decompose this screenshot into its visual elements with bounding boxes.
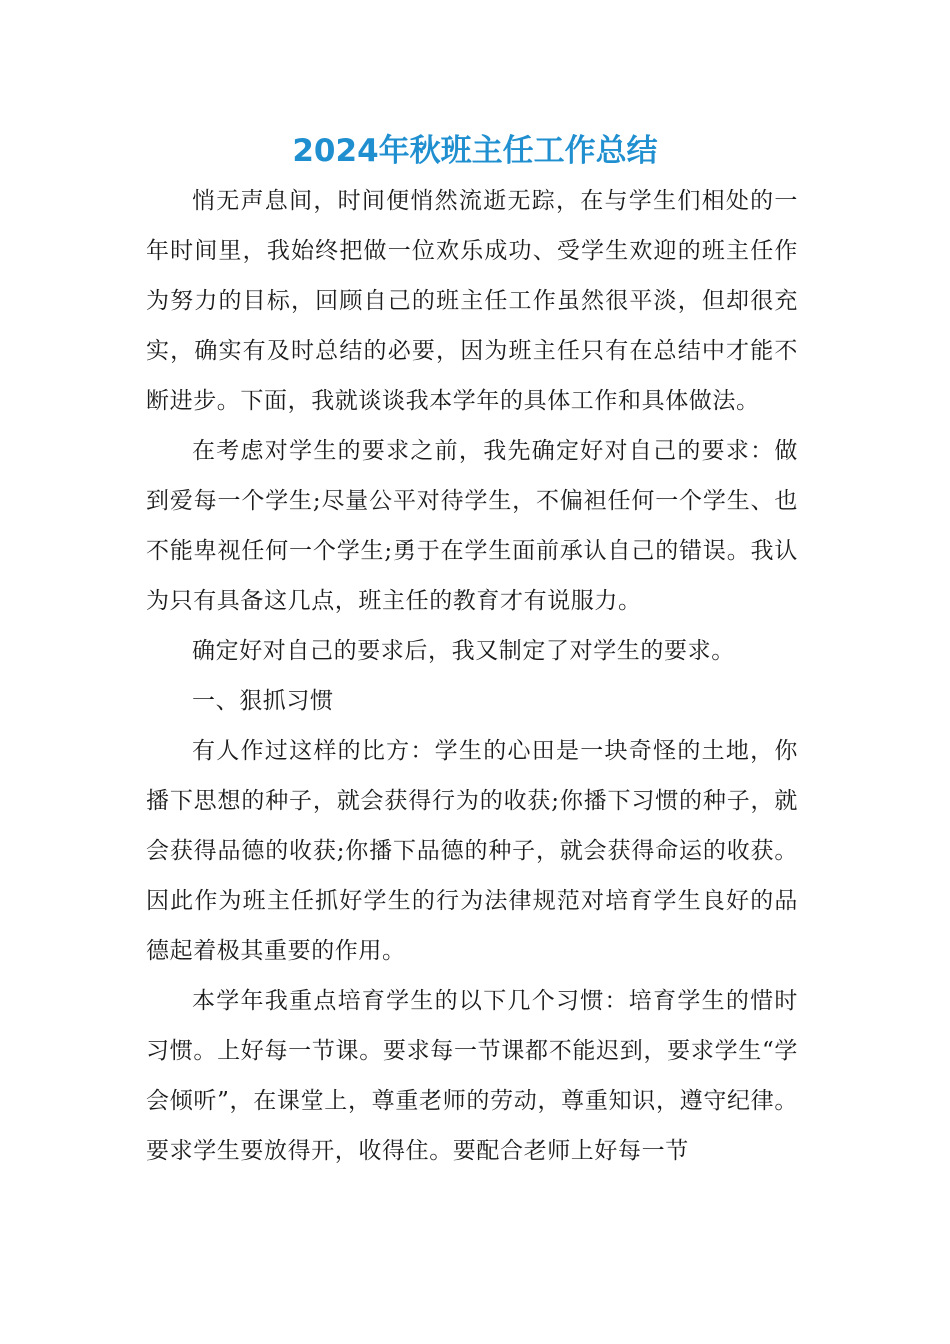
document-title: 2024年秋班主任工作总结 bbox=[292, 133, 658, 169]
paragraph-habits-detail: 本学年我重点培育学生的以下几个习惯：培育学生的惜时习惯。上好每一节课。要求每一节课都不能迟到，要求学生“学会倾听”，在课堂上，尊重老师的劳动，尊重知识，遵守纪律。要求学生要放得开，收得住。要配合老师上好每一节 bbox=[146, 988, 798, 1164]
section-heading-habits: 一、狠抓习惯 bbox=[192, 688, 334, 714]
paragraph-intro: 悄无声息间，时间便悄然流逝无踪，在与学生们相处的一年时间里，我始终把做一位欢乐成功、受学生欢迎的班主任作为努力的目标，回顾自己的班主任工作虽然很平淡，但却很充实，确实有及时总结的必要，因为班主任只有在总结中才能不断进步。下面，我就谈谈我本学年的具体工作和具体做法。 bbox=[146, 188, 798, 414]
paragraph-self-requirements: 在考虑对学生的要求之前，我先确定好对自己的要求：做到爱每一个学生;尽量公平对待学生，不偏袒任何一个学生、也不能卑视任何一个学生;勇于在学生面前承认自己的错误。我认为只有具备这几点，班主任的教育才有说服力。 bbox=[146, 438, 798, 614]
document-body bbox=[146, 176, 798, 1176]
paragraph-analogy: 有人作过这样的比方：学生的心田是一块奇怪的土地，你播下思想的种子，就会获得行为的收获;你播下习惯的种子，就会获得品德的收获;你播下品德的种子，就会获得命运的收获。因此作为班主任抓好学生的行为法律规范对培育学生良好的品德起着极其重要的作用。 bbox=[146, 738, 798, 964]
paragraph-student-requirements: 确定好对自己的要求后，我又制定了对学生的要求。 bbox=[192, 638, 735, 664]
